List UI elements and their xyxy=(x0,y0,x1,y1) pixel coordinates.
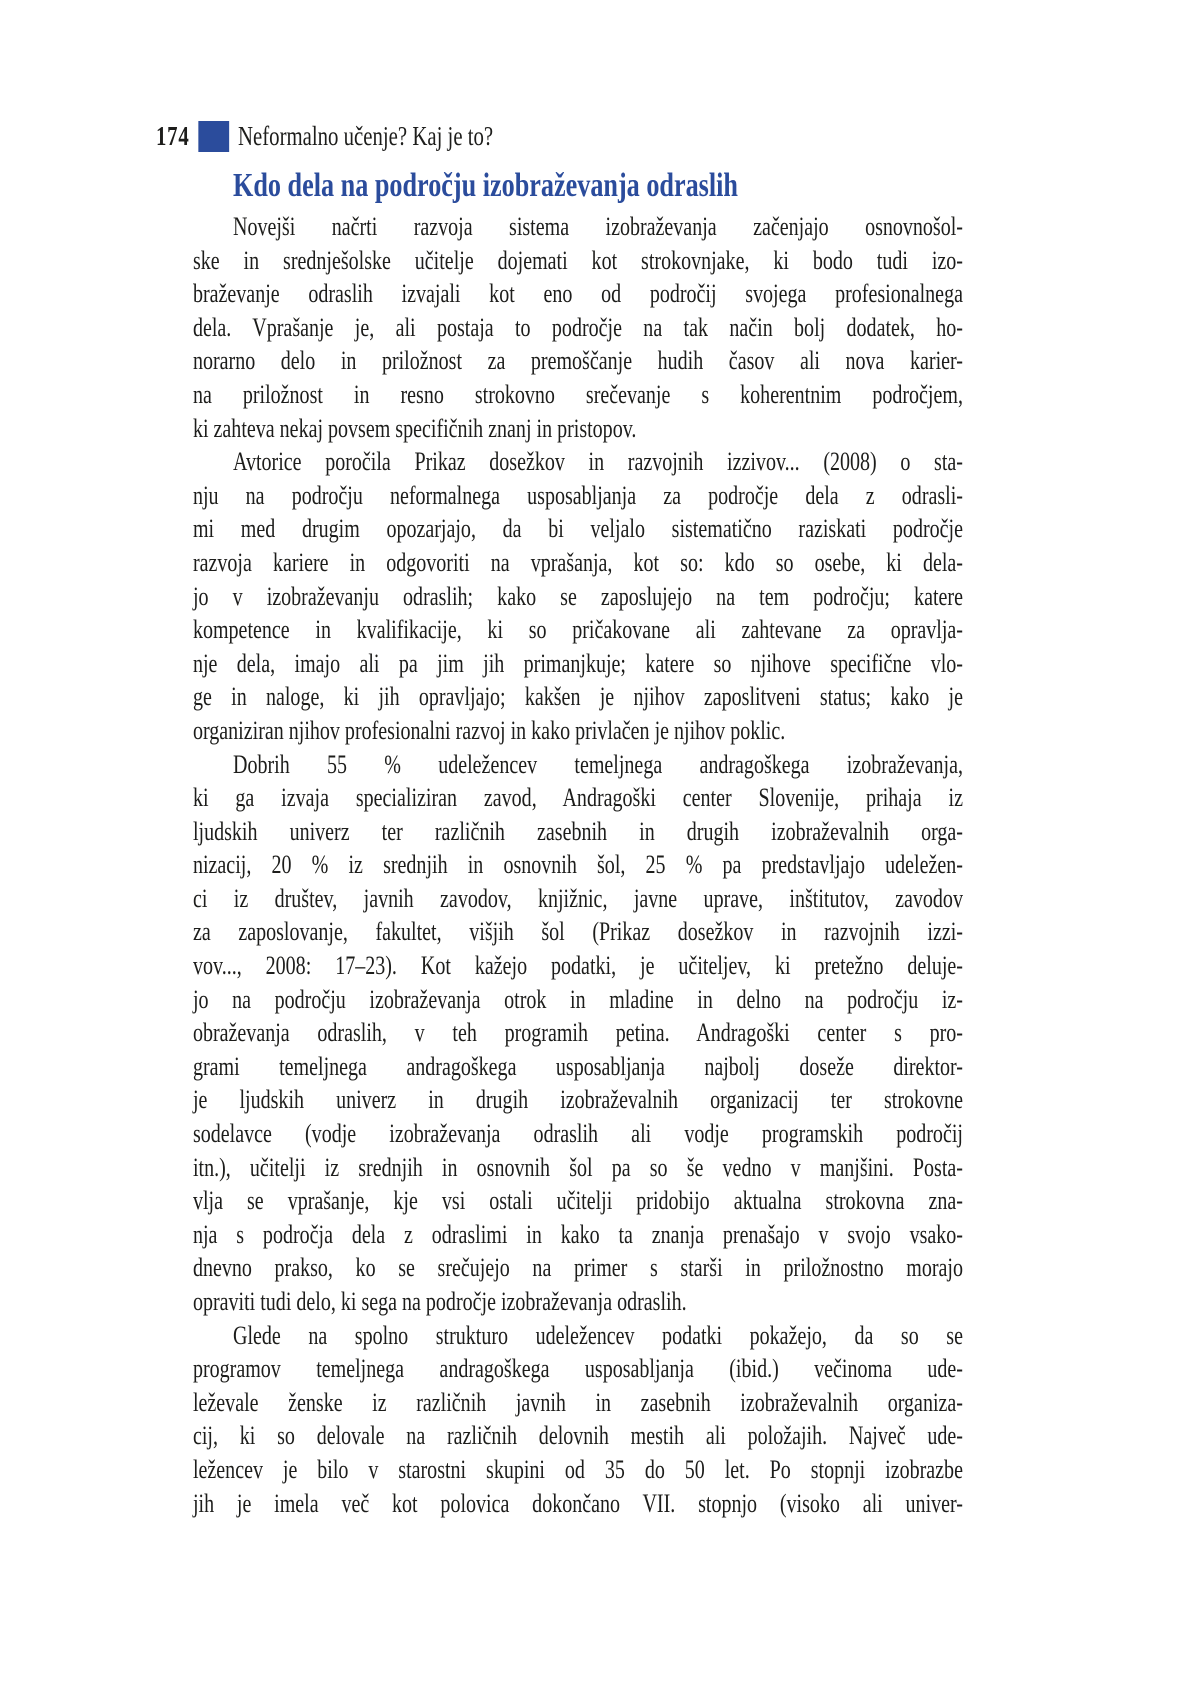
text-line: ge in naloge, ki jih opravljajo; kakšen je njihov zaposlitveni status; kako je xyxy=(192,682,963,712)
text-line: dnevno prakso, ko se srečujejo na primer s starši in priložnostno morajo xyxy=(192,1253,963,1283)
text-line: Dobrih 55 % udeležencev temeljnega andragoškega izobraževanja, xyxy=(233,749,963,779)
text-line: ljudskih univerz ter različnih zasebnih in drugih izobraževalnih orga- xyxy=(192,816,963,846)
text-line: norarno delo in priložnost za premoščanje hudih časov ali nova karier- xyxy=(192,346,963,376)
text-line: itn.), učitelji iz srednjih in osnovnih šol pa so še vedno v manjšini. Posta- xyxy=(192,1152,963,1182)
text-line: jih je imela več kot polovica dokončano VII. stopnjo (visoko ali univer- xyxy=(192,1488,963,1518)
text-line: ležencev je bilo v starostni skupini od 35 do 50 let. Po stopnji izobrazbe xyxy=(192,1454,963,1484)
page-number: 174 xyxy=(156,121,190,151)
section-heading: Kdo dela na področju izobraževanja odraslih xyxy=(233,167,738,204)
paragraph xyxy=(193,1319,963,1521)
text-line: kompetence in kvalifikacije, ki so pričakovane ali zahtevane za opravlja- xyxy=(192,615,963,645)
text-line: vlja se vprašanje, kje vsi ostali učitelji pridobijo aktualna strokovna zna- xyxy=(192,1186,963,1216)
text-line: ci iz društev, javnih zavodov, knjižnic, javne uprave, inštitutov, zavodov xyxy=(192,883,963,913)
running-header xyxy=(156,108,963,150)
text-line: mi med drugim opozarjajo, da bi veljalo sistematično raziskati področje xyxy=(192,514,963,544)
text-line: vov..., 2008: 17–23). Kot kažejo podatki, je učiteljev, ki pretežno deluje- xyxy=(192,951,963,981)
text-line: je ljudskih univerz in drugih izobraževalnih organizacij ter strokovne xyxy=(192,1085,963,1115)
text-line: programov temeljnega andragoškega usposabljanja (ibid.) večinoma ude- xyxy=(192,1354,963,1384)
chapter-marker-square-icon xyxy=(198,121,229,152)
text-line: Novejši načrti razvoja sistema izobraževanja začenjajo osnovnošol- xyxy=(233,212,963,241)
text-line: jo na področju izobraževanja otrok in mladine in delno na področju iz- xyxy=(192,984,963,1014)
text-line: nizacij, 20 % iz srednjih in osnovnih šol, 25 % pa predstavljajo udeležen- xyxy=(192,850,963,880)
text-line: opraviti tudi delo, ki sega na področje izobraževanja odraslih. xyxy=(192,1287,687,1316)
text-line: nje dela, imajo ali pa jim jih primanjkuje; katere so njihove specifične vlo- xyxy=(192,648,963,678)
text-line: grami temeljnega andragoškega usposabljanja najbolj doseže direktor- xyxy=(192,1051,963,1081)
text-line: Avtorice poročila Prikaz dosežkov in razvojnih izzivov... (2008) o sta- xyxy=(233,447,963,477)
text-line: jo v izobraževanju odraslih; kako se zaposlujejo na tem področju; katere xyxy=(192,581,963,611)
text-line: leževale ženske iz različnih javnih in zasebnih izobraževalnih organiza- xyxy=(192,1387,963,1417)
paragraph xyxy=(193,445,963,747)
running-title: Neformalno učenje? Kaj je to? xyxy=(238,121,494,151)
text-line: za zaposlovanje, fakultet, višjih šol (Prikaz dosežkov in razvojnih izzi- xyxy=(192,917,963,947)
text-line: ki ga izvaja specializiran zavod, Andragoški center Slovenije, prihaja iz xyxy=(192,783,963,813)
text-line: ske in srednješolske učitelje dojemati kot strokovnjake, ki bodo tudi izo- xyxy=(192,245,963,275)
text-line: nju na področju neformalnega usposabljanja za področje dela z odrasli- xyxy=(192,480,963,510)
text-line: obraževanja odraslih, v teh programih petina. Andragoški center s pro- xyxy=(192,1018,963,1048)
paragraph xyxy=(193,748,963,1319)
paragraph xyxy=(193,210,963,445)
text-line: braževanje odraslih izvajali kot eno od področij svojega profesionalnega xyxy=(192,279,963,309)
text-line: sodelavce (vodje izobraževanja odraslih ali vodje programskih področij xyxy=(192,1119,963,1149)
text-line: na priložnost in resno strokovno srečevanje s koherentnim področjem, xyxy=(192,379,963,409)
text-line: dela. Vprašanje je, ali postaja to področje na tak način bolj dodatek, ho- xyxy=(192,312,963,342)
text-line: Glede na spolno strukturo udeležencev podatki pokažejo, da so se xyxy=(233,1320,963,1350)
page-content xyxy=(156,108,963,1520)
text-line: nja s področja dela z odraslimi in kako ta znanja prenašajo v svojo vsako- xyxy=(192,1219,963,1249)
text-line: cij, ki so delovale na različnih delovnih mestih ali položajih. Največ ude- xyxy=(192,1421,963,1451)
text-line: organiziran njihov profesionalni razvoj in kako privlačen je njihov poklic. xyxy=(192,715,786,745)
text-block xyxy=(193,164,963,1520)
text-line: razvoja kariere in odgovoriti na vprašanja, kot so: kdo so osebe, ki dela- xyxy=(192,547,963,577)
text-line: ki zahteva nekaj povsem specifičnih znanj in pristopov. xyxy=(192,413,637,443)
body-text xyxy=(193,210,963,1520)
